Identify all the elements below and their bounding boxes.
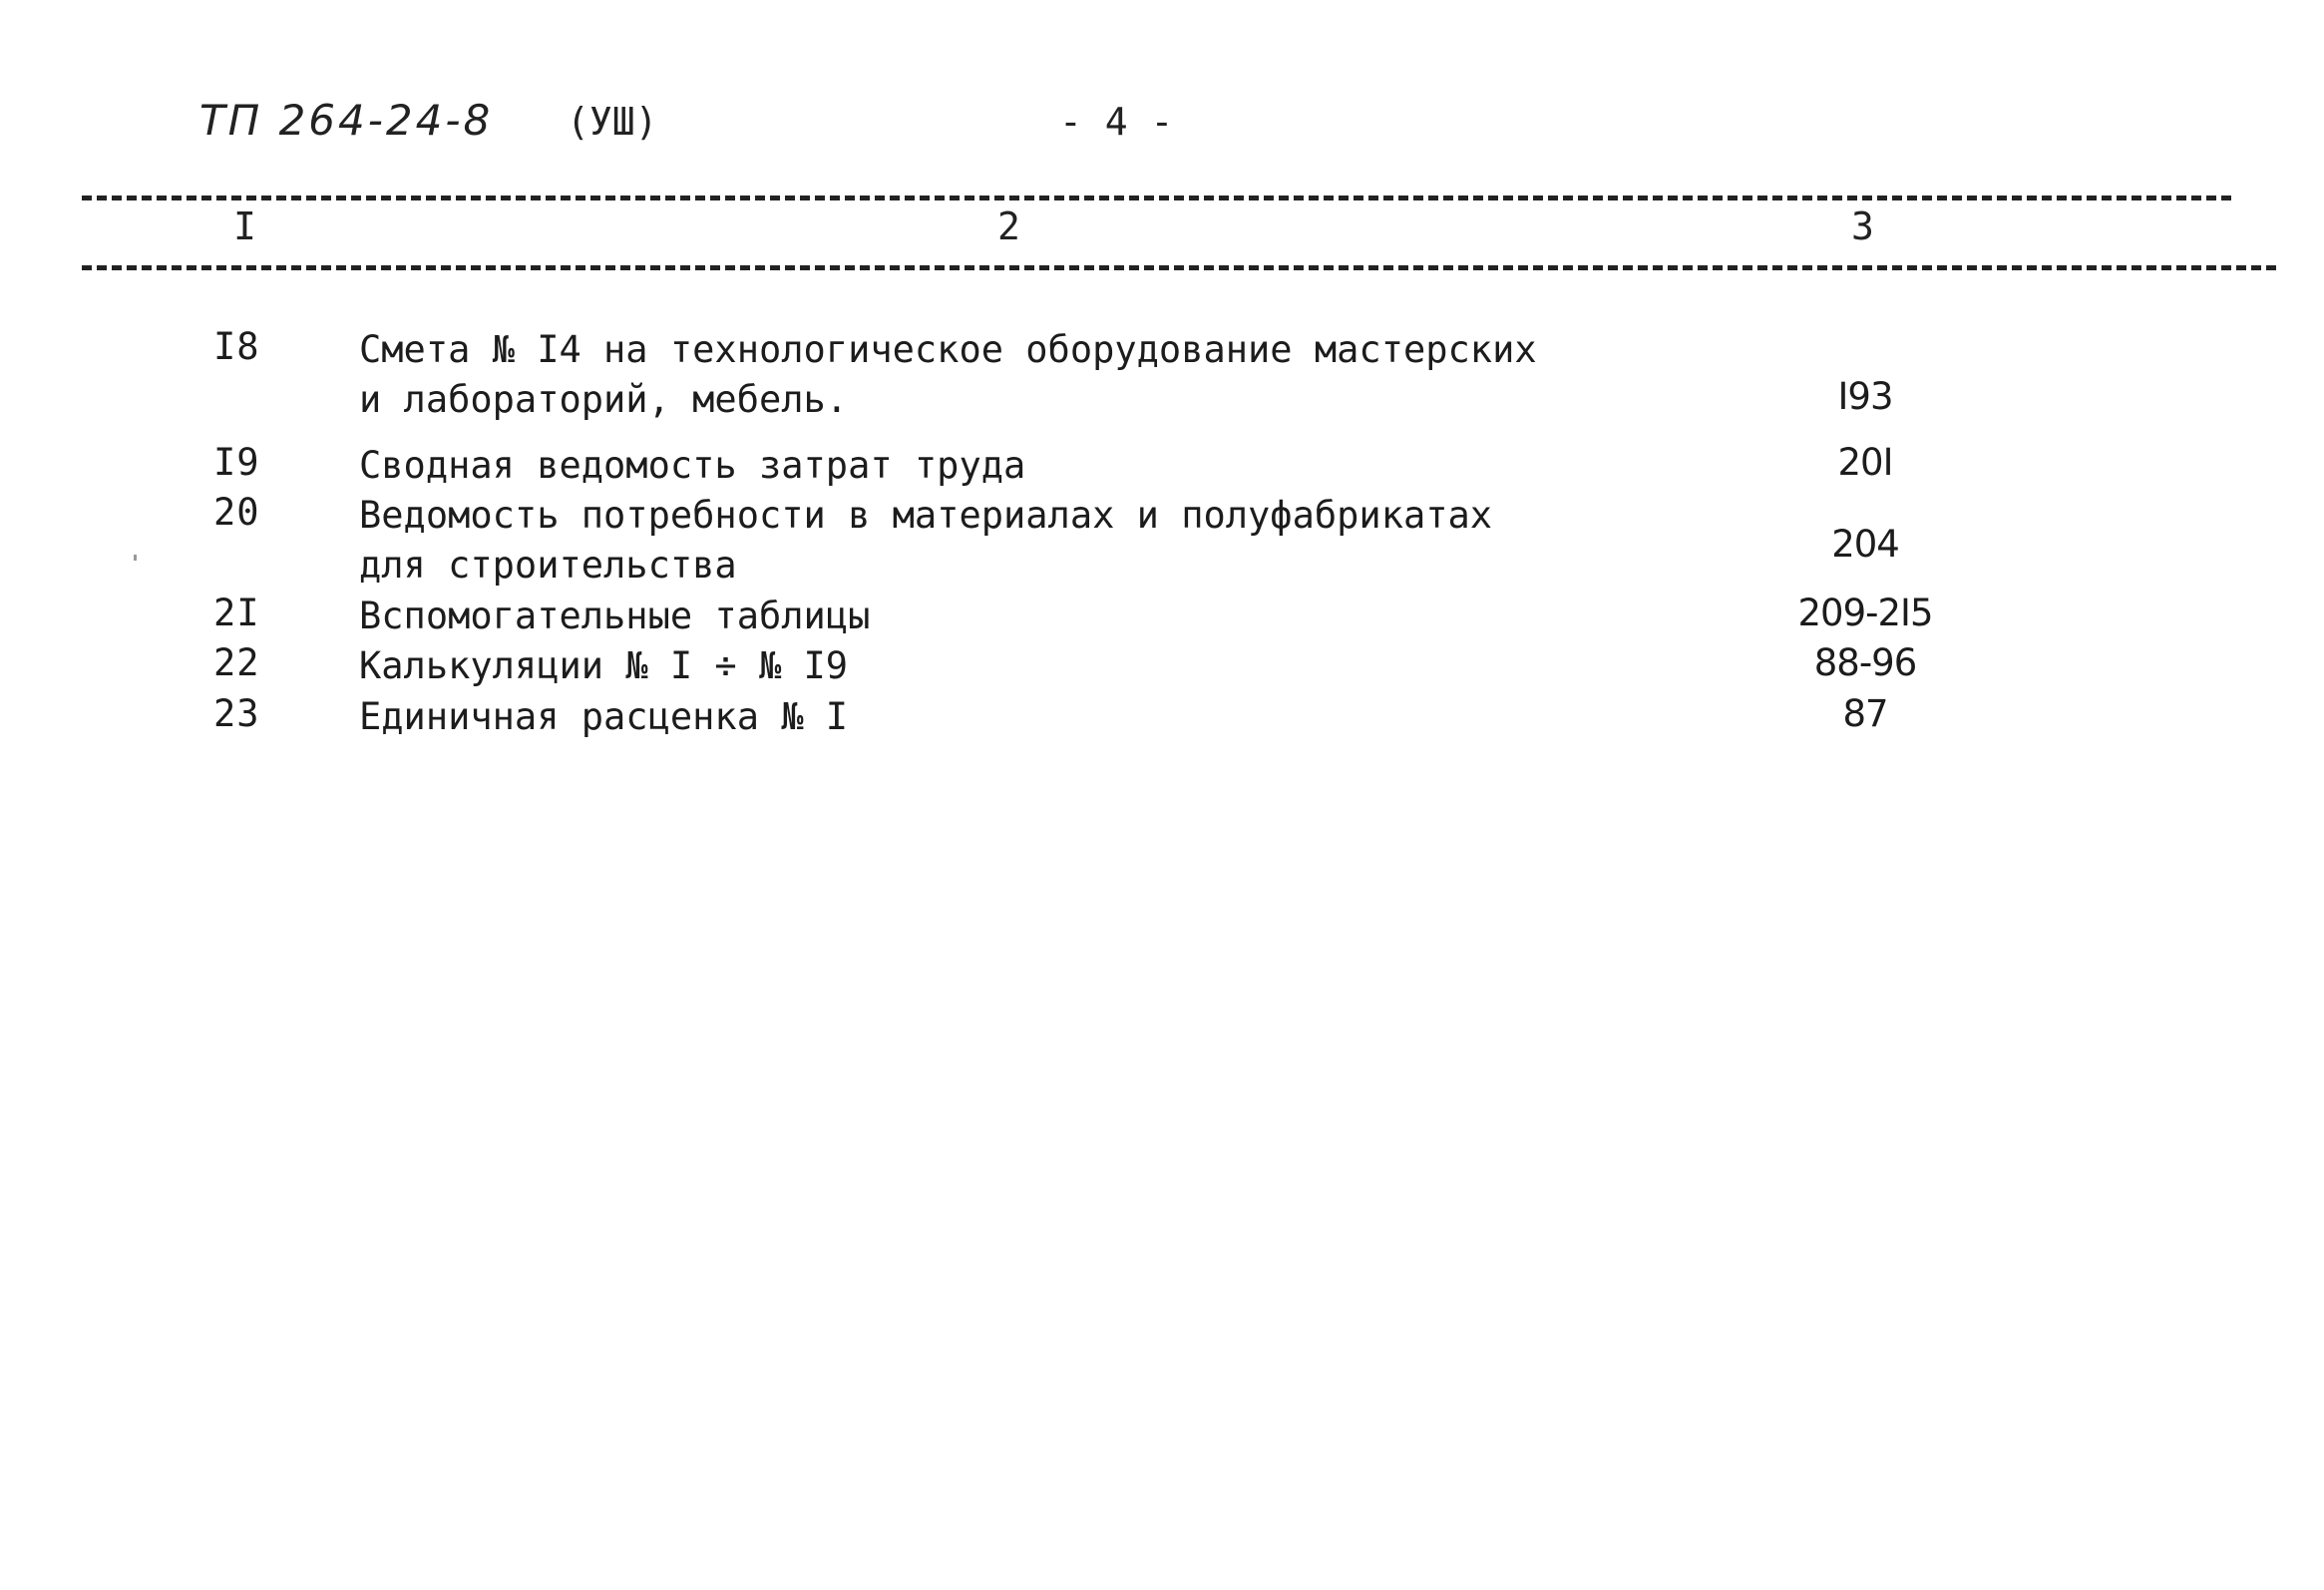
row-number: 20 xyxy=(213,491,260,534)
row-title-line: для строительства xyxy=(359,544,737,587)
row-title-line: и лабораторий, мебель. xyxy=(359,378,849,421)
page-number: - 4 - xyxy=(1059,100,1174,144)
row-title-line: Калькуляции № I ÷ № I9 xyxy=(359,644,849,687)
row-title xyxy=(359,325,1795,425)
row-page-ref: 87 xyxy=(1842,692,1888,735)
row-title xyxy=(359,692,1795,742)
row-number: 23 xyxy=(213,692,260,735)
row-title xyxy=(359,441,1795,491)
row-number: I9 xyxy=(213,441,260,484)
scan-speck xyxy=(134,555,137,561)
table-header-rule xyxy=(82,265,2276,270)
document-code: ТП 264-24-8 xyxy=(199,96,494,145)
row-title xyxy=(359,491,1795,591)
row-number: 22 xyxy=(213,641,260,684)
row-page-ref: 209-2I5 xyxy=(1797,592,1933,634)
row-title-line: Ведомость потребности в материалах и полуфабрикатах xyxy=(359,494,1493,537)
row-number: I8 xyxy=(213,325,260,368)
row-page-ref: 20I xyxy=(1837,441,1893,484)
column-header-1: I xyxy=(233,204,256,248)
row-title-line: Сводная ведомость затрат труда xyxy=(359,444,1026,487)
row-page-ref: 204 xyxy=(1831,523,1899,566)
row-page-ref: I93 xyxy=(1837,375,1893,418)
volume-label: (УШ) xyxy=(567,100,658,144)
row-page-ref: 88-96 xyxy=(1813,641,1917,684)
row-title xyxy=(359,592,1795,641)
column-header-3: 3 xyxy=(1851,204,1874,248)
column-header-2: 2 xyxy=(997,204,1020,248)
row-title-line: Смета № I4 на технологическое оборудование мастерских xyxy=(359,328,1537,371)
row-number: 2I xyxy=(213,592,260,634)
table-top-rule xyxy=(82,196,2231,200)
row-title xyxy=(359,641,1795,691)
row-title-line: Вспомогательные таблицы xyxy=(359,595,871,637)
row-title-line: Единичная расценка № I xyxy=(359,695,849,738)
